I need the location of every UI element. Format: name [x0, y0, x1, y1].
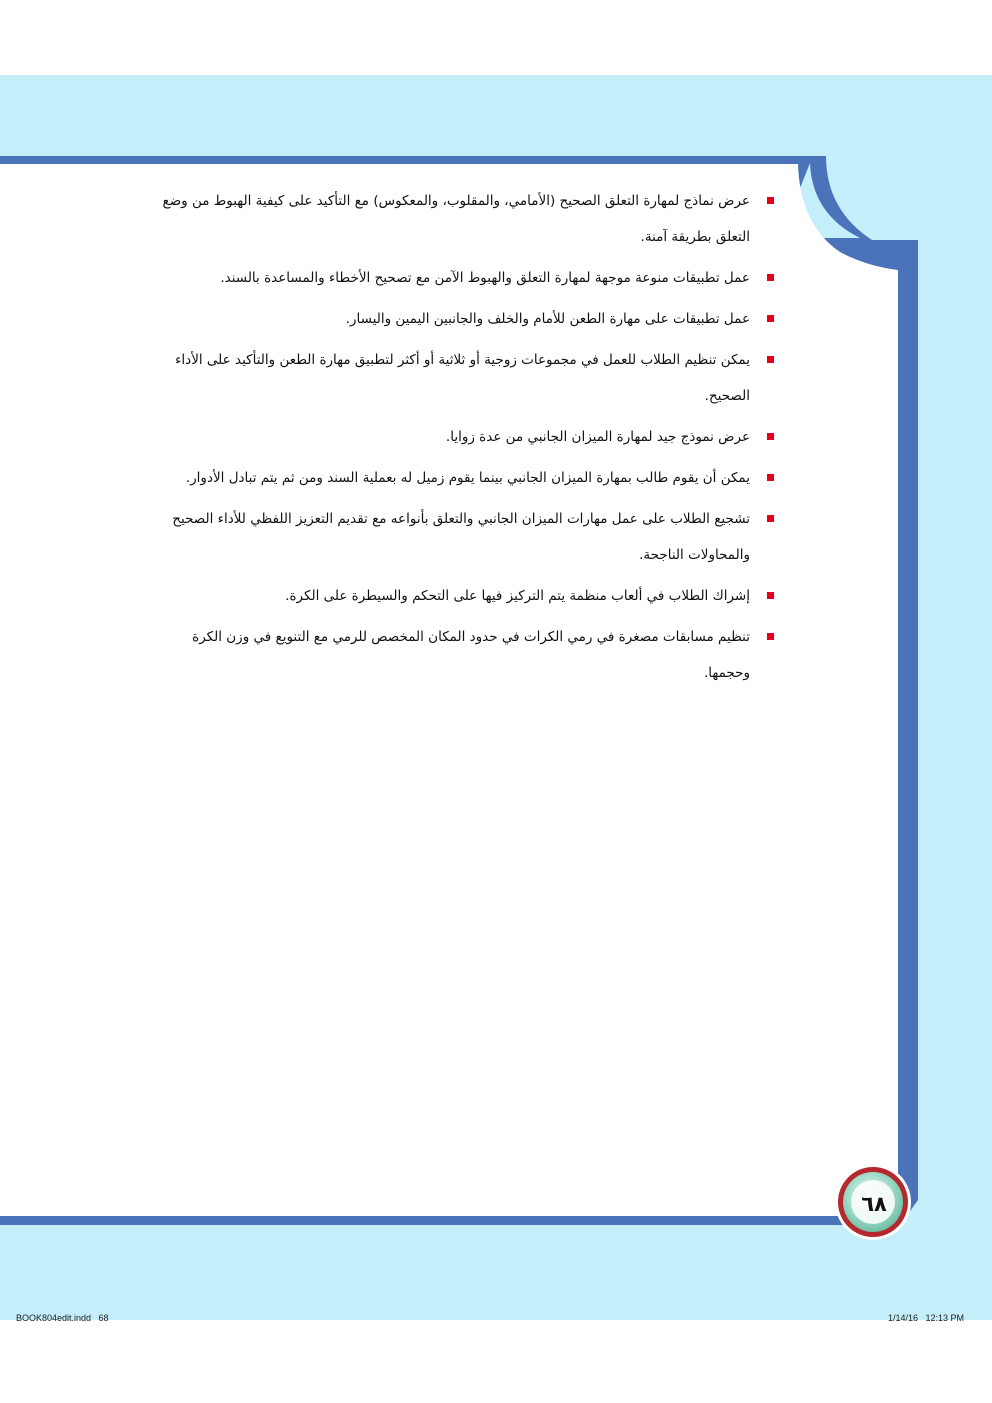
page-number: ٦٨ [861, 1192, 887, 1216]
list-item-text: تشجيع الطلاب على عمل مهارات الميزان الجانبي والتعلق بأنواعه مع تقديم التعزيز اللفظي للأداء الصحيح والمحاولات الناجحة. [172, 511, 750, 563]
list-item-text: يمكن أن يقوم طالب بمهارة الميزان الجانبي بينما يقوم زميل له بعملية السند ومن ثم يتم تبادل الأدوار. [185, 470, 750, 486]
list-item [150, 183, 780, 255]
bullet-marker [767, 433, 774, 440]
bullet-list [150, 183, 780, 691]
bullet-marker [767, 633, 774, 640]
list-item-text: عرض نموذج جيد لمهارة الميزان الجانبي من عدة زوايا. [445, 429, 750, 445]
list-item [150, 342, 780, 414]
footer-timestamp: 1/14/16 12:13 PM [887, 1313, 964, 1323]
list-item-text: عمل تطبيقات على مهارة الطعن للأمام والخلف والجانبين اليمين واليسار. [345, 311, 750, 327]
bullet-marker [767, 197, 774, 204]
bullet-marker [767, 356, 774, 363]
bullet-marker [767, 274, 774, 281]
list-item [150, 460, 780, 496]
list-item [150, 619, 780, 691]
list-item [150, 501, 780, 573]
bullet-marker [767, 592, 774, 599]
list-item-text: إشراك الطلاب في ألعاب منظمة يتم التركيز فيها على التحكم والسيطرة على الكرة. [285, 588, 750, 604]
bullet-marker [767, 515, 774, 522]
bullet-marker [767, 474, 774, 481]
list-item [150, 419, 780, 455]
content-area [150, 183, 780, 696]
list-item [150, 301, 780, 337]
list-item-text: عرض نماذج لمهارة التعلق الصحيح (الأمامي، والمقلوب، والمعكوس) مع التأكيد على كيفية الهبوط من وضع التعلق بطريقة آمنة. [162, 193, 750, 245]
list-item [150, 578, 780, 614]
bullet-marker [767, 315, 774, 322]
list-item [150, 260, 780, 296]
footer-file-name: BOOK804edit.indd 68 [16, 1313, 109, 1323]
list-item-text: يمكن تنظيم الطلاب للعمل في مجموعات زوجية أو ثلاثية أو أكثر لتطبيق مهارة الطعن والتأكيد على الأداء الصحيح. [175, 352, 750, 404]
list-item-text: عمل تطبيقات منوعة موجهة لمهارة التعلق والهبوط الآمن مع تصحيح الأخطاء والمساعدة بالسند. [220, 270, 750, 286]
list-item-text: تنظيم مسابقات مصغرة في رمي الكرات في حدود المكان المخصص للرمي مع التنويع في وزن الكرة وحجمها. [192, 629, 750, 681]
